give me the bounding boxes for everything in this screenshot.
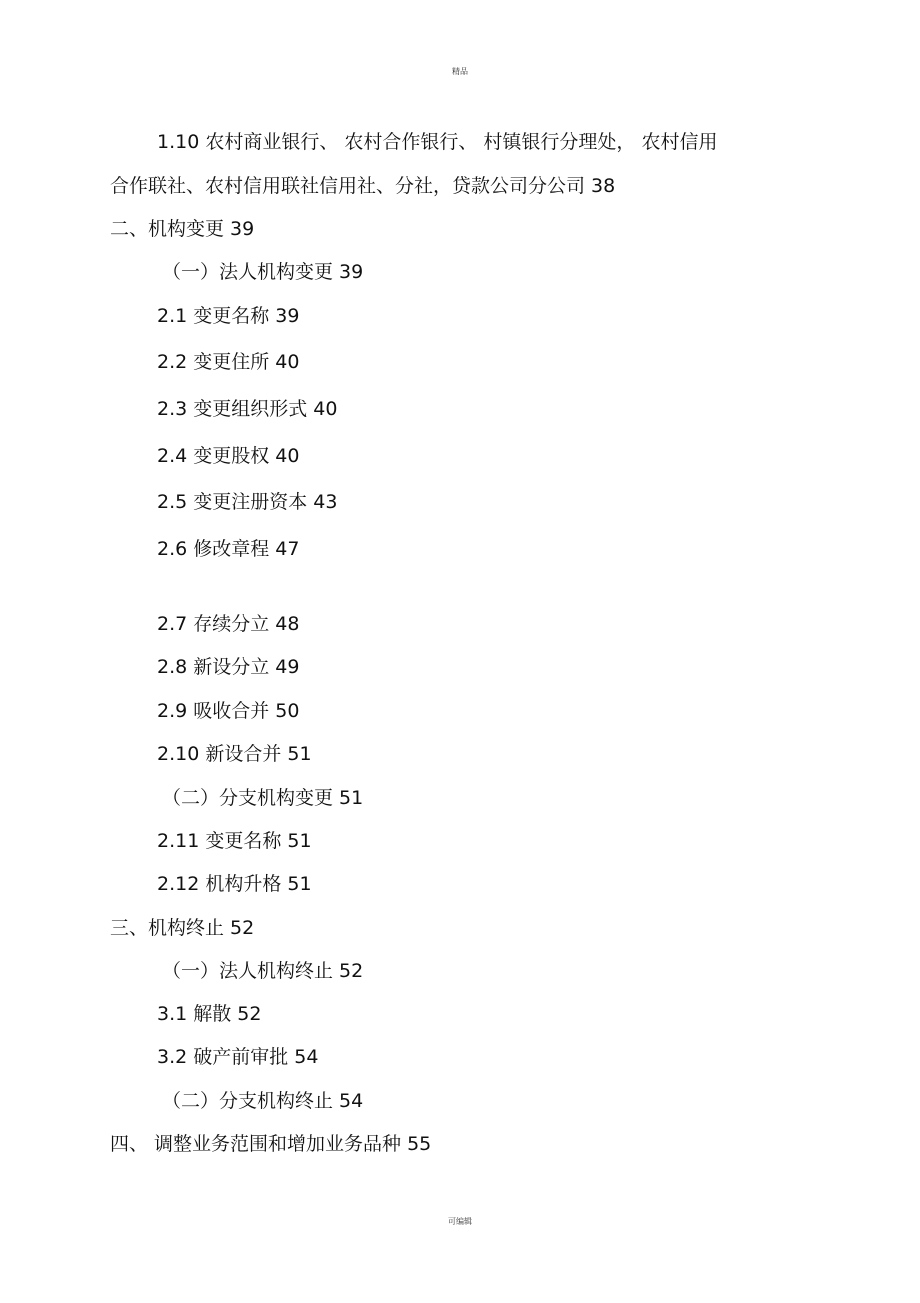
toc-entry-2-3: 2.3 变更组织形式 40 <box>157 398 338 420</box>
toc-entry-2-4: 2.4 变更股权 40 <box>157 445 300 467</box>
toc-subsection-2-2: （二）分支机构变更 51 <box>162 787 364 809</box>
toc-entry-2-9: 2.9 吸收合并 50 <box>157 700 300 722</box>
toc-entry-2-1: 2.1 变更名称 39 <box>157 305 300 327</box>
toc-entry-3-2: 3.2 破产前审批 54 <box>157 1046 319 1068</box>
toc-entry-2-12: 2.12 机构升格 51 <box>157 873 312 895</box>
toc-entry-2-7: 2.7 存续分立 48 <box>157 613 300 635</box>
toc-subsection-2-1: （一）法人机构变更 39 <box>162 261 364 283</box>
toc-entry-2-6: 2.6 修改章程 47 <box>157 538 300 560</box>
toc-entry-2-5: 2.5 变更注册资本 43 <box>157 491 338 513</box>
toc-section-3: 三、机构终止 52 <box>110 917 255 939</box>
toc-entry-2-10: 2.10 新设合并 51 <box>157 743 312 765</box>
toc-entry-2-11: 2.11 变更名称 51 <box>157 830 312 852</box>
toc-entry-1-10-cont: 合作联社、农村信用联社信用社、分社，贷款公司分公司 38 <box>110 175 616 197</box>
page-footer: 可编辑 <box>448 1217 472 1226</box>
toc-section-2: 二、机构变更 39 <box>110 218 255 240</box>
page-header: 精品 <box>452 67 468 76</box>
toc-entry-1-10: 1.10 农村商业银行、 农村合作银行、 村镇银行分理处， 农村信用 <box>157 131 718 153</box>
toc-entry-3-1: 3.1 解散 52 <box>157 1003 262 1025</box>
toc-entry-2-2: 2.2 变更住所 40 <box>157 351 300 373</box>
toc-entry-2-8: 2.8 新设分立 49 <box>157 656 300 678</box>
toc-subsection-3-1: （一）法人机构终止 52 <box>162 960 364 982</box>
toc-subsection-3-2: （二）分支机构终止 54 <box>162 1090 364 1112</box>
toc-section-4: 四、 调整业务范围和增加业务品种 55 <box>110 1133 432 1155</box>
